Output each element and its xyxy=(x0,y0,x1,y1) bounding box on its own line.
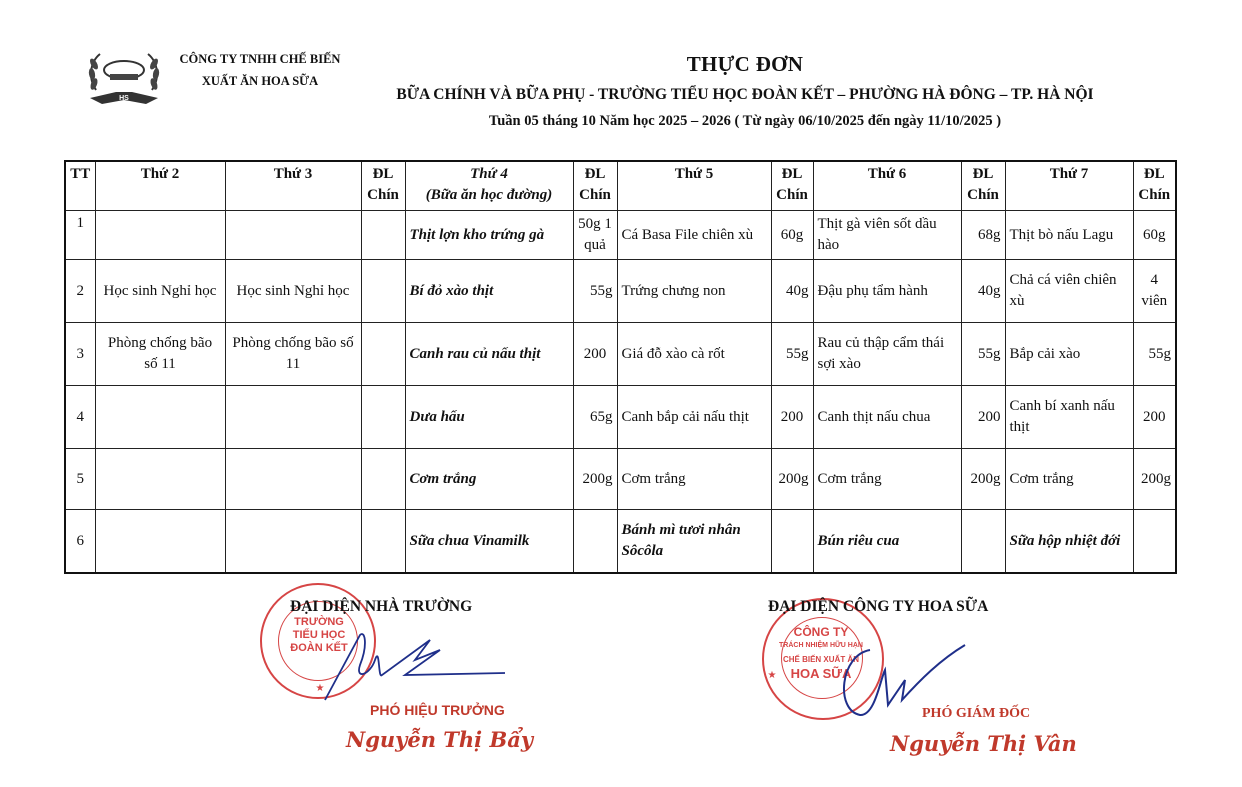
stamp-line: TRÁCH NHIỆM HỮU HẠN xyxy=(779,642,863,649)
table-row xyxy=(65,510,1176,574)
cell-thu5: Canh bắp cải nấu thịt xyxy=(617,386,771,449)
header-thu7: Thứ 7 xyxy=(1005,161,1133,211)
cell-thu6: Cơm trắng xyxy=(813,449,961,510)
company-signer-name: Nguyễn Thị Vân xyxy=(890,731,1077,756)
cell-thu4: Sữa chua Vinamilk xyxy=(405,510,573,574)
cell-dl-thu4: 200 xyxy=(573,323,617,386)
cell-dl-thu5: 200 xyxy=(771,386,813,449)
cell-dl-thu3 xyxy=(361,449,405,510)
document-title: THỰC ĐƠN xyxy=(686,52,804,76)
company-signature-title: ĐẠI DIỆN CÔNG TY HOA SỮA xyxy=(768,598,989,615)
table-row xyxy=(65,386,1176,449)
cell-thu2 xyxy=(95,386,225,449)
cell-thu3: Phòng chống bão số 11 xyxy=(225,323,361,386)
cell-thu7: Sữa hộp nhiệt đới xyxy=(1005,510,1133,574)
cell-thu3 xyxy=(225,211,361,260)
header-thu4-sub: (Bữa ăn học đường) xyxy=(425,187,553,203)
stamp-line: TIỂU HỌC xyxy=(292,629,346,641)
header-chin-label: Chín xyxy=(967,187,999,203)
school-signature-title: ĐẠI DIỆN NHÀ TRƯỜNG xyxy=(290,598,473,615)
cell-thu5: Bánh mì tươi nhân Sôcôla xyxy=(617,510,771,574)
cell-dl-thu6: 200 xyxy=(961,386,1005,449)
cell-dl-thu4: 200g xyxy=(573,449,617,510)
cell-dl-thu5 xyxy=(771,510,813,574)
header-dl-label: ĐL xyxy=(372,166,394,182)
cell-dl-thu3 xyxy=(361,386,405,449)
cell-dl-thu6: 55g xyxy=(961,323,1005,386)
cell-thu5: Cá Basa File chiên xù xyxy=(617,211,771,260)
stamp-line: HOA SỮA xyxy=(790,666,852,681)
cell-dl-thu3 xyxy=(361,211,405,260)
cell-dl-thu7: 200g xyxy=(1133,449,1176,510)
cell-thu3 xyxy=(225,449,361,510)
cell-tt: 5 xyxy=(65,449,95,510)
cell-dl-thu5: 55g xyxy=(771,323,813,386)
cell-tt: 3 xyxy=(65,323,95,386)
header-tt: TT xyxy=(65,161,95,211)
menu-table xyxy=(64,160,1177,574)
header-thu5: Thứ 5 xyxy=(617,161,771,211)
cell-thu2: Học sinh Nghỉ học xyxy=(95,260,225,323)
cell-thu3 xyxy=(225,386,361,449)
cell-thu2 xyxy=(95,449,225,510)
header-chin-label: Chín xyxy=(579,187,611,203)
cell-thu6: Canh thịt nấu chua xyxy=(813,386,961,449)
cell-dl-thu7: 60g xyxy=(1133,211,1176,260)
cell-dl-thu3 xyxy=(361,260,405,323)
cell-dl-thu6 xyxy=(961,510,1005,574)
header-dl-thu4 xyxy=(573,161,617,211)
cell-thu5: Cơm trắng xyxy=(617,449,771,510)
cell-thu2 xyxy=(95,211,225,260)
company-logo-icon xyxy=(86,50,162,108)
cell-thu5: Trứng chưng non xyxy=(617,260,771,323)
cell-dl-thu5: 60g xyxy=(771,211,813,260)
cell-thu2: Phòng chống bão số 11 xyxy=(95,323,225,386)
table-row xyxy=(65,449,1176,510)
company-name xyxy=(170,48,350,92)
svg-text:HS: HS xyxy=(119,95,129,102)
header-dl-label: ĐL xyxy=(584,166,606,182)
cell-dl-thu4: 55g xyxy=(573,260,617,323)
cell-thu7: Canh bí xanh nấu thịt xyxy=(1005,386,1133,449)
cell-dl-thu3 xyxy=(361,510,405,574)
week-range: Tuần 05 tháng 10 Năm học 2025 – 2026 ( Từ ngày 06/10/2025 đến ngày 11/10/2025 ) xyxy=(488,113,1002,129)
cell-dl-thu4: 50g 1 quả xyxy=(573,211,617,260)
header-dl-thu3 xyxy=(361,161,405,211)
table-header-row xyxy=(65,161,1176,211)
cell-dl-thu6: 40g xyxy=(961,260,1005,323)
cell-thu6: Rau củ thập cẩm thái sợi xào xyxy=(813,323,961,386)
header-chin-label: Chín xyxy=(367,187,399,203)
header-thu6: Thứ 6 xyxy=(813,161,961,211)
cell-tt: 2 xyxy=(65,260,95,323)
cell-thu4: Bí đỏ xào thịt xyxy=(405,260,573,323)
cell-thu4: Thịt lợn kho trứng gà xyxy=(405,211,573,260)
school-signer-name: Nguyễn Thị Bẩy xyxy=(346,727,534,752)
cell-dl-thu7: 4 viên xyxy=(1133,260,1176,323)
table-row xyxy=(65,323,1176,386)
cell-thu3 xyxy=(225,510,361,574)
cell-dl-thu6: 200g xyxy=(961,449,1005,510)
stamp-line: CÔNG TY xyxy=(793,625,849,639)
cell-thu6: Thịt gà viên sốt dầu hào xyxy=(813,211,961,260)
cell-thu7: Thịt bò nấu Lagu xyxy=(1005,211,1133,260)
cell-thu6: Bún riêu cua xyxy=(813,510,961,574)
header-thu4-label: Thứ 4 xyxy=(470,166,508,182)
header-dl-label: ĐL xyxy=(781,166,803,182)
header-thu2: Thứ 2 xyxy=(95,161,225,211)
cell-dl-thu7 xyxy=(1133,510,1176,574)
cell-thu7: Bắp cải xào xyxy=(1005,323,1133,386)
header-thu4 xyxy=(405,161,573,211)
header-dl-label: ĐL xyxy=(1143,166,1165,182)
cell-thu3: Học sinh Nghỉ học xyxy=(225,260,361,323)
cell-thu6: Đậu phụ tẩm hành xyxy=(813,260,961,323)
header-thu3: Thứ 3 xyxy=(225,161,361,211)
stamp-line: ĐOÀN KẾT xyxy=(290,642,348,654)
company-name-line1: CÔNG TY TNHH CHẾ BIẾN xyxy=(179,52,341,66)
cell-dl-thu7: 200 xyxy=(1133,386,1176,449)
table-row xyxy=(65,211,1176,260)
stamp-line: TRƯỜNG xyxy=(294,616,344,628)
document-header xyxy=(360,50,1130,132)
company-signer-role: PHÓ GIÁM ĐỐC xyxy=(922,706,1031,721)
stamp-star-icon: ★ xyxy=(315,683,325,694)
document-subtitle: BỮA CHÍNH VÀ BỮA PHỤ - TRƯỜNG TIỂU HỌC ĐOÀN KẾT – PHƯỜNG HÀ ĐÔNG – TP. HÀ NỘI xyxy=(396,86,1094,103)
header-dl-label: ĐL xyxy=(972,166,994,182)
cell-thu7: Cơm trắng xyxy=(1005,449,1133,510)
cell-thu4: Cơm trắng xyxy=(405,449,573,510)
cell-thu4: Dưa hấu xyxy=(405,386,573,449)
header-dl-thu6 xyxy=(961,161,1005,211)
cell-tt: 6 xyxy=(65,510,95,574)
cell-tt: 1 xyxy=(65,211,95,260)
stamp-star-icon: ★ xyxy=(767,670,777,681)
cell-dl-thu3 xyxy=(361,323,405,386)
header-dl-thu7 xyxy=(1133,161,1176,211)
table-row xyxy=(65,260,1176,323)
cell-tt: 4 xyxy=(65,386,95,449)
cell-dl-thu6: 68g xyxy=(961,211,1005,260)
stamp-line: CHẾ BIẾN XUẤT ĂN xyxy=(782,655,859,664)
cell-dl-thu7: 55g xyxy=(1133,323,1176,386)
header-chin-label: Chín xyxy=(1138,187,1171,203)
school-signature-scribble-icon xyxy=(320,625,510,705)
cell-thu7: Chả cá viên chiên xù xyxy=(1005,260,1133,323)
header-chin-label: Chín xyxy=(776,187,808,203)
header-dl-thu5 xyxy=(771,161,813,211)
cell-dl-thu4: 65g xyxy=(573,386,617,449)
cell-dl-thu5: 200g xyxy=(771,449,813,510)
cell-dl-thu4 xyxy=(573,510,617,574)
cell-dl-thu5: 40g xyxy=(771,260,813,323)
company-name-line2: XUẤT ĂN HOA SỮA xyxy=(201,74,319,88)
cell-thu5: Giá đỗ xào cà rốt xyxy=(617,323,771,386)
cell-thu2 xyxy=(95,510,225,574)
school-signer-role: PHÓ HIỆU TRƯỞNG xyxy=(370,702,505,718)
cell-thu4: Canh rau củ nấu thịt xyxy=(405,323,573,386)
